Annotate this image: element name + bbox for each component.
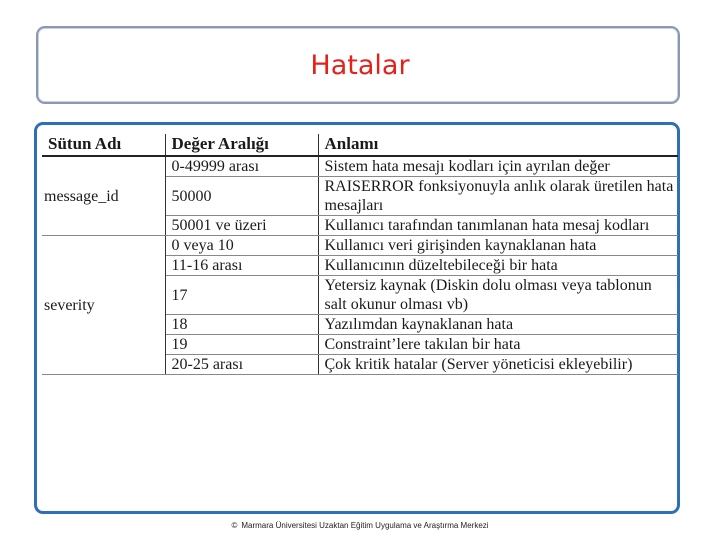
meaning: Yazılımdan kaynaklanan hata <box>318 315 678 335</box>
value-range: 17 <box>165 276 318 315</box>
meaning: Çok kritik hatalar (Server yöneticisi ekleyebilir) <box>318 355 678 375</box>
meaning: Sistem hata mesajı kodları için ayrılan değer <box>318 156 678 177</box>
footer <box>0 521 720 530</box>
value-range: 19 <box>165 335 318 355</box>
meaning: Kullanıcının düzeltebileceği bir hata <box>318 256 678 276</box>
table-row <box>42 156 678 177</box>
value-range: 0-49999 arası <box>165 156 318 177</box>
meaning: Kullanıcı tarafından tanımlanan hata mesaj kodları <box>318 216 678 236</box>
footer-text: Marmara Üniversitesi Uzaktan Eğitim Uygulama ve Araştırma Merkezi <box>241 521 489 530</box>
column-name-message-id: message_id <box>42 156 165 236</box>
header-column-name: Sütun Adı <box>42 134 165 156</box>
table-header-row <box>42 134 678 156</box>
value-range: 20-25 arası <box>165 355 318 375</box>
meaning: RAISERROR fonksiyonuyla anlık olarak üretilen hata mesajları <box>318 177 678 216</box>
meaning: Constraint’lere takılan bir hata <box>318 335 678 355</box>
value-range: 50001 ve üzeri <box>165 216 318 236</box>
value-range: 11-16 arası <box>165 256 318 276</box>
column-name-severity: severity <box>42 236 165 375</box>
error-table <box>42 134 678 375</box>
meaning: Kullanıcı veri girişinden kaynaklanan hata <box>318 236 678 256</box>
slide-title: Hatalar <box>310 50 410 81</box>
copyright-icon: © <box>231 521 238 530</box>
value-range: 50000 <box>165 177 318 216</box>
header-meaning: Anlamı <box>318 134 678 156</box>
value-range: 0 veya 10 <box>165 236 318 256</box>
meaning: Yetersiz kaynak (Diskin dolu olması veya tablonun salt okunur olması vb) <box>318 276 678 315</box>
header-value-range: Değer Aralığı <box>165 134 318 156</box>
value-range: 18 <box>165 315 318 335</box>
table-row <box>42 236 678 256</box>
